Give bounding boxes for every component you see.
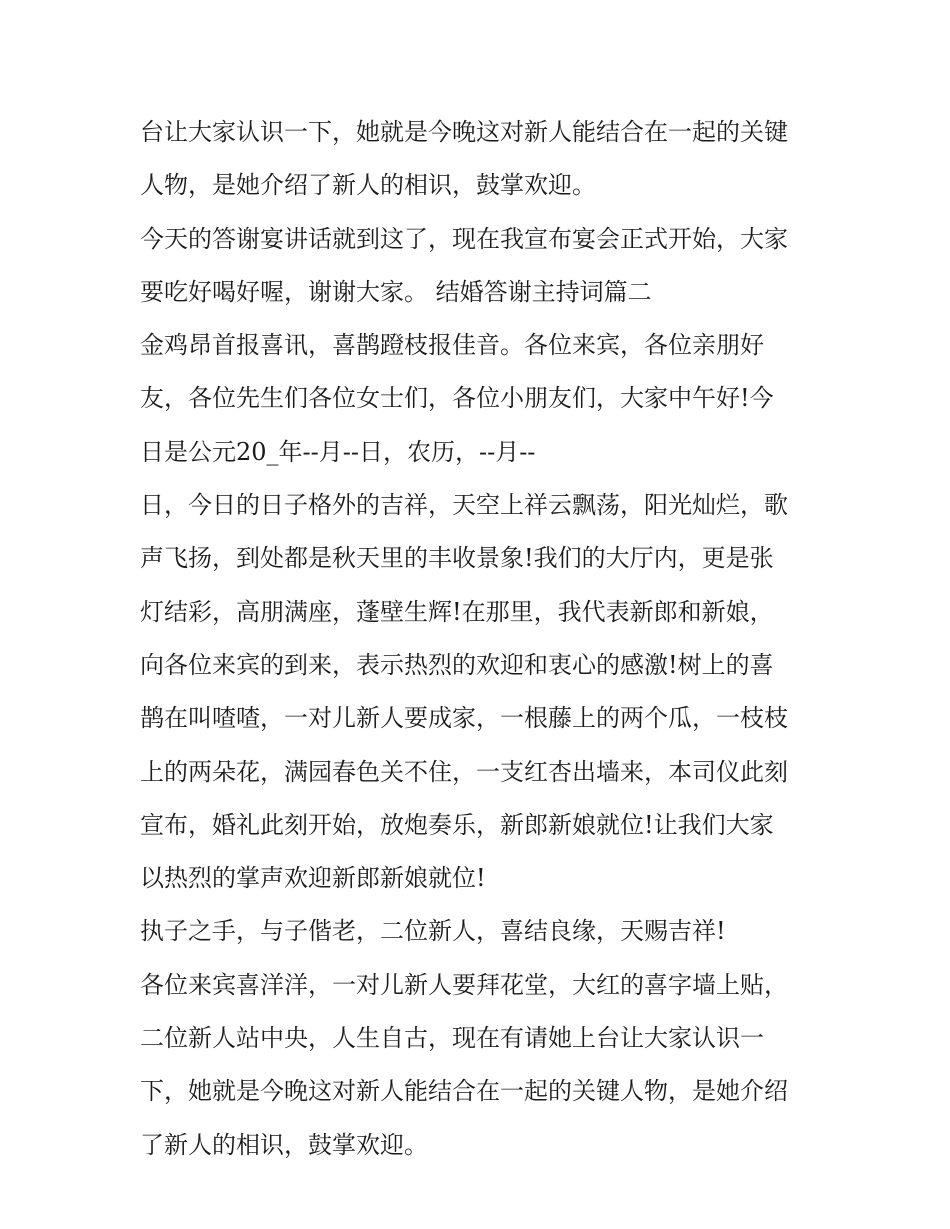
text-line: 友，各位先生们各位女士们，各位小朋友们，大家中午好!今: [140, 384, 774, 413]
text-line: 二位新人站中央，人生自古，现在有请她上台让大家认识一: [140, 1024, 764, 1053]
text-line: 上的两朵花，满园春色关不住，一支红杏出墙来，本司仪此刻: [140, 757, 788, 786]
text-line: 宣布，婚礼此刻开始，放炮奏乐，新郎新娘就位!让我们大家: [140, 810, 774, 839]
text-line: 以热烈的掌声欢迎新郎新娘就位!: [140, 864, 486, 893]
text-line: 人物，是她介绍了新人的相识，鼓掌欢迎。: [140, 171, 596, 200]
text-line: 今天的答谢宴讲话就到这了，现在我宣布宴会正式开始，大家: [140, 224, 788, 253]
text-line: 鹊在叫喳喳，一对儿新人要成家，一根藤上的两个瓜，一枝枝: [140, 704, 788, 733]
text-line: 了新人的相识，鼓掌欢迎。: [140, 1130, 428, 1159]
text-line: 灯结彩，高朋满座，蓬壁生辉!在那里，我代表新郎和新娘，: [140, 597, 774, 626]
body-text: [140, 106, 820, 1172]
text-line: 向各位来宾的到来，表示热烈的欢迎和衷心的感激!树上的喜: [140, 650, 774, 679]
text-line: 金鸡昂首报喜讯，喜鹊蹬枝报佳音。各位来宾，各位亲朋好: [140, 331, 764, 360]
text-line: 各位来宾喜洋洋，一对儿新人要拜花堂，大红的喜字墙上贴，: [140, 970, 788, 999]
text-line: 声飞扬，到处都是秋天里的丰收景象!我们的大厅内，更是张: [140, 544, 774, 573]
text-line: 要吃好喝好喔，谢谢大家。 结婚答谢主持词篇二: [140, 277, 652, 306]
text-line: 日，今日的日子格外的吉祥，天空上祥云飘荡，阳光灿烂，歌: [140, 491, 788, 520]
text-line: 下，她就是今晚这对新人能结合在一起的关键人物，是她介绍: [140, 1077, 788, 1106]
text-line: 台让大家认识一下，她就是今晚这对新人能结合在一起的关键: [140, 118, 788, 146]
text-line: 日是公元20_年--月--日，农历，--月--: [140, 437, 536, 466]
text-line: 执子之手，与子偕老，二位新人，喜结良缘，天赐吉祥!: [140, 917, 726, 946]
